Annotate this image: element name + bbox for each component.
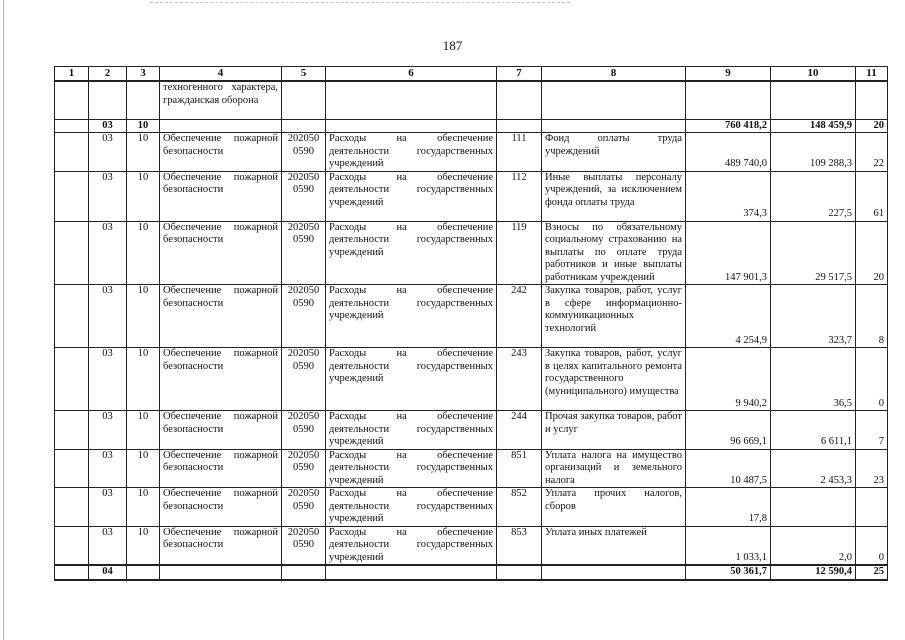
target-article-name-cell: Расходы на обеспечение деятельности государственных учреждений: [326, 171, 497, 221]
amount-col9-cell: 147 901,3: [686, 221, 771, 285]
header-cell: 5: [282, 67, 326, 82]
amount-col9-cell: 50 361,7: [686, 565, 771, 580]
expense-type-name-cell: Прочая закупка товаров, работ и услуг: [542, 411, 686, 450]
section-code-cell: 03: [89, 171, 127, 221]
header-cell: 10: [771, 67, 856, 82]
percent-cell: 0: [856, 526, 888, 565]
section-name-cell: Обеспечение пожарной безопасности: [160, 221, 282, 285]
header-cell: 2: [89, 67, 127, 82]
section-code-cell: 03: [89, 133, 127, 172]
expense-type-name-cell: Уплата иных платежей: [542, 526, 686, 565]
percent-cell: 61: [856, 171, 888, 221]
target-article-cell: 202050 0590: [282, 348, 326, 411]
table-cell: [55, 285, 89, 348]
expense-type-code-cell: 242: [497, 285, 542, 348]
table-cell: [160, 119, 282, 133]
section-code-cell: 03: [89, 285, 127, 348]
table-cell: [55, 171, 89, 221]
section-name-cell: Обеспечение пожарной безопасности: [160, 488, 282, 527]
expense-type-name-cell: Взносы по обязательному социальному страхованию на выплаты по оплате труда работников и иные выплаты работникам учреждений: [542, 221, 686, 285]
table-cell: [497, 565, 542, 580]
table-cell: [326, 81, 497, 119]
expense-type-code-cell: 853: [497, 526, 542, 565]
expense-type-name-cell: Закупка товаров, работ, услуг в сфере информационно-коммуникационных технологий: [542, 285, 686, 348]
table-row: [55, 488, 888, 527]
table-cell: [89, 81, 127, 119]
top-rule: [150, 2, 570, 3]
table-row: [55, 411, 888, 450]
expense-type-name-cell: Уплата прочих налогов, сборов: [542, 488, 686, 527]
table-cell: [160, 565, 282, 580]
section-name-cell: Обеспечение пожарной безопасности: [160, 449, 282, 488]
table-cell: [55, 119, 89, 133]
header-cell: 11: [856, 67, 888, 82]
expense-type-name-cell: Уплата налога на имущество организаций и земельного налога: [542, 449, 686, 488]
continuation-row: [55, 81, 888, 119]
target-article-name-cell: Расходы на обеспечение деятельности государственных учреждений: [326, 526, 497, 565]
table-cell: [497, 119, 542, 133]
target-article-cell: 202050 0590: [282, 171, 326, 221]
target-article-cell: 202050 0590: [282, 449, 326, 488]
section-code-cell: 03: [89, 449, 127, 488]
table-row: [55, 133, 888, 172]
table-row: [55, 348, 888, 411]
section-code-cell: 04: [89, 565, 127, 580]
target-article-cell: 202050 0590: [282, 133, 326, 172]
target-article-name-cell: Расходы на обеспечение деятельности государственных учреждений: [326, 285, 497, 348]
target-article-cell: 202050 0590: [282, 488, 326, 527]
table-cell: [282, 565, 326, 580]
header-cell: 8: [542, 67, 686, 82]
percent-cell: 20: [856, 221, 888, 285]
header-cell: 6: [326, 67, 497, 82]
target-article-name-cell: Расходы на обеспечение деятельности государственных учреждений: [326, 449, 497, 488]
header-cell: 9: [686, 67, 771, 82]
expense-type-name-cell: Закупка товаров, работ, услуг в целях капитального ремонта государственного (муниципального) имущества: [542, 348, 686, 411]
section-name-cell: Обеспечение пожарной безопасности: [160, 411, 282, 450]
table-cell: [55, 526, 89, 565]
percent-cell: 20: [856, 119, 888, 133]
expense-type-name-cell: Фонд оплаты труда учреждений: [542, 133, 686, 172]
amount-col9-cell: 374,3: [686, 171, 771, 221]
target-article-name-cell: Расходы на обеспечение деятельности государственных учреждений: [326, 411, 497, 450]
table-header-row: [55, 67, 888, 82]
subsection-code-cell: 10: [127, 449, 160, 488]
expense-type-code-cell: 111: [497, 133, 542, 172]
expense-type-code-cell: 852: [497, 488, 542, 527]
target-article-cell: 202050 0590: [282, 221, 326, 285]
table-cell: [55, 449, 89, 488]
table-cell: [127, 565, 160, 580]
header-cell: 4: [160, 67, 282, 82]
percent-cell: 7: [856, 411, 888, 450]
table-cell: [497, 81, 542, 119]
table-cell: [326, 119, 497, 133]
percent-cell: 23: [856, 449, 888, 488]
budget-table: [54, 66, 888, 581]
table-cell: [542, 565, 686, 580]
amount-col9-cell: 10 487,5: [686, 449, 771, 488]
amount-col10-cell: 148 459,9: [771, 119, 856, 133]
amount-col10-cell: 2 453,3: [771, 449, 856, 488]
subsection-code-cell: 10: [127, 133, 160, 172]
table-cell: [326, 565, 497, 580]
table-cell: [856, 81, 888, 119]
table-cell: [542, 81, 686, 119]
table-cell: [686, 81, 771, 119]
subsection-code-cell: 10: [127, 119, 160, 133]
table-row: [55, 526, 888, 565]
section-name-cell: Обеспечение пожарной безопасности: [160, 133, 282, 172]
amount-col9-cell: 96 669,1: [686, 411, 771, 450]
target-article-cell: 202050 0590: [282, 285, 326, 348]
amount-col10-cell: 227,5: [771, 171, 856, 221]
amount-col10-cell: 323,7: [771, 285, 856, 348]
subsection-code-cell: 10: [127, 411, 160, 450]
amount-col9-cell: 4 254,9: [686, 285, 771, 348]
table-cell: [282, 81, 326, 119]
section-code-cell: 03: [89, 348, 127, 411]
section-name-cell: Обеспечение пожарной безопасности: [160, 348, 282, 411]
amount-col9-cell: 760 418,2: [686, 119, 771, 133]
amount-col10-cell: 6 611,1: [771, 411, 856, 450]
table-cell: [55, 221, 89, 285]
section-name-cell: Обеспечение пожарной безопасности: [160, 526, 282, 565]
table-cell: [55, 488, 89, 527]
table-row: [55, 221, 888, 285]
amount-col9-cell: 17,8: [686, 488, 771, 527]
expense-type-code-cell: 119: [497, 221, 542, 285]
target-article-cell: 202050 0590: [282, 526, 326, 565]
percent-cell: 0: [856, 348, 888, 411]
target-article-name-cell: Расходы на обеспечение деятельности государственных учреждений: [326, 221, 497, 285]
target-article-name-cell: Расходы на обеспечение деятельности государственных учреждений: [326, 348, 497, 411]
table-cell: [771, 81, 856, 119]
section-subtotal-row: [55, 119, 888, 133]
percent-cell: 8: [856, 285, 888, 348]
section-name-cell: техногенного характера, гражданская оборона: [160, 81, 282, 119]
amount-col10-cell: 29 517,5: [771, 221, 856, 285]
table-row: [55, 449, 888, 488]
table-cell: [55, 133, 89, 172]
subsection-code-cell: 10: [127, 221, 160, 285]
table-cell: [282, 119, 326, 133]
amount-col10-cell: 12 590,4: [771, 565, 856, 580]
section-name-cell: Обеспечение пожарной безопасности: [160, 285, 282, 348]
section-code-cell: 03: [89, 221, 127, 285]
amount-col10-cell: 36,5: [771, 348, 856, 411]
percent-cell: [856, 488, 888, 527]
amount-col10-cell: [771, 488, 856, 527]
section-name-cell: Обеспечение пожарной безопасности: [160, 171, 282, 221]
amount-col9-cell: 489 740,0: [686, 133, 771, 172]
amount-col10-cell: 2,0: [771, 526, 856, 565]
section-total-row: [55, 565, 888, 580]
subsection-code-cell: 10: [127, 348, 160, 411]
table-cell: [55, 565, 89, 580]
table-row: [55, 171, 888, 221]
expense-type-code-cell: 112: [497, 171, 542, 221]
expense-type-code-cell: 243: [497, 348, 542, 411]
amount-col9-cell: 9 940,2: [686, 348, 771, 411]
subsection-code-cell: 10: [127, 526, 160, 565]
table-row: [55, 285, 888, 348]
percent-cell: 25: [856, 565, 888, 580]
section-code-cell: 03: [89, 526, 127, 565]
table-cell: [55, 81, 89, 119]
header-cell: 1: [55, 67, 89, 82]
table-cell: [55, 411, 89, 450]
subsection-code-cell: 10: [127, 488, 160, 527]
table-cell: [127, 81, 160, 119]
expense-type-code-cell: 851: [497, 449, 542, 488]
percent-cell: 22: [856, 133, 888, 172]
header-cell: 7: [497, 67, 542, 82]
section-code-cell: 03: [89, 411, 127, 450]
expense-type-code-cell: 244: [497, 411, 542, 450]
target-article-name-cell: Расходы на обеспечение деятельности государственных учреждений: [326, 133, 497, 172]
amount-col9-cell: 1 033,1: [686, 526, 771, 565]
table-cell: [55, 348, 89, 411]
subsection-code-cell: 10: [127, 171, 160, 221]
amount-col10-cell: 109 288,3: [771, 133, 856, 172]
expense-type-name-cell: Иные выплаты персоналу учреждений, за исключением фонда оплаты труда: [542, 171, 686, 221]
binding-edge-line: [3, 0, 4, 640]
table-cell: [542, 119, 686, 133]
subsection-code-cell: 10: [127, 285, 160, 348]
header-cell: 3: [127, 67, 160, 82]
section-code-cell: 03: [89, 119, 127, 133]
target-article-cell: 202050 0590: [282, 411, 326, 450]
target-article-name-cell: Расходы на обеспечение деятельности государственных учреждений: [326, 488, 497, 527]
page-number: 187: [442, 38, 463, 53]
section-code-cell: 03: [89, 488, 127, 527]
